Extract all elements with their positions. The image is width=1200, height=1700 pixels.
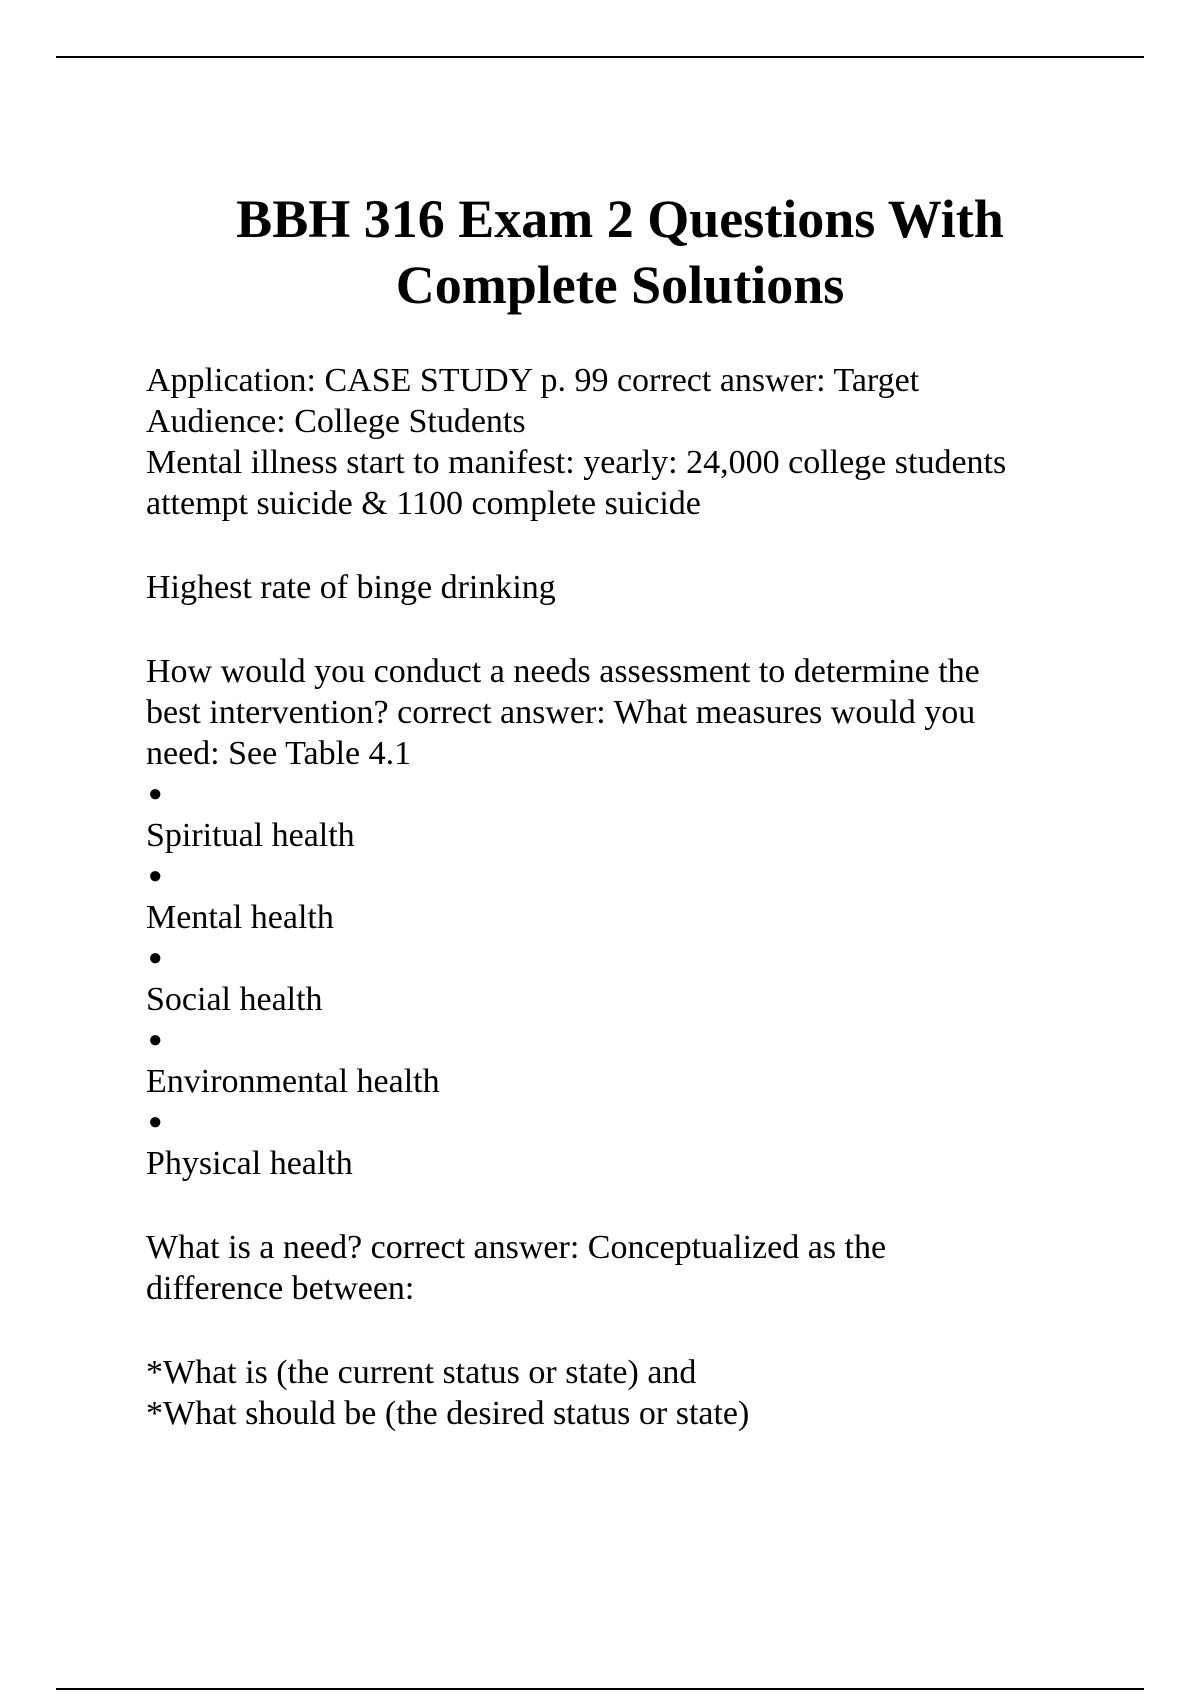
list-item: Physical health [146, 1145, 353, 1182]
text-line: Highest rate of binge drinking [146, 569, 556, 606]
text-line: best intervention? correct answer: What measures would you [146, 694, 976, 731]
text-line: What is a need? correct answer: Conceptualized as the [146, 1229, 887, 1266]
bullet-icon: ● [148, 863, 163, 889]
title-line-2: Complete Solutions [395, 255, 845, 315]
bullet-icon: ● [148, 945, 163, 971]
list-item: Social health [146, 981, 323, 1018]
bullet-icon: ● [148, 781, 163, 807]
title-line-1: BBH 316 Exam 2 Questions With [236, 189, 1004, 249]
list-item: Spiritual health [146, 817, 355, 854]
text-line: difference between: [146, 1270, 415, 1307]
bullet-icon: ● [148, 1109, 163, 1135]
text-line: *What is (the current status or state) and [146, 1354, 697, 1391]
bottom-rule [56, 1688, 1144, 1690]
health-list [146, 774, 1106, 1184]
list-item: Environmental health [146, 1063, 440, 1100]
question-block-what-is-need [146, 1227, 1106, 1434]
bullet-icon: ● [148, 1027, 163, 1053]
question-block-case-study [146, 360, 1106, 608]
document-title [0, 186, 1200, 318]
list-item: Mental health [146, 899, 334, 936]
text-line: attempt suicide & 1100 complete suicide [146, 485, 701, 522]
top-rule [56, 56, 1144, 58]
text-line: Mental illness start to manifest: yearly: 24,000 college students [146, 444, 1007, 481]
document-body [146, 360, 1106, 1434]
text-line: How would you conduct a needs assessment to determine the [146, 653, 980, 690]
text-line: need: See Table 4.1 [146, 735, 412, 772]
text-line: Audience: College Students [146, 403, 526, 440]
text-line: Application: CASE STUDY p. 99 correct answer: Target [146, 362, 920, 399]
question-block-needs-assessment [146, 651, 1106, 1184]
text-line: *What should be (the desired status or state) [146, 1395, 750, 1432]
